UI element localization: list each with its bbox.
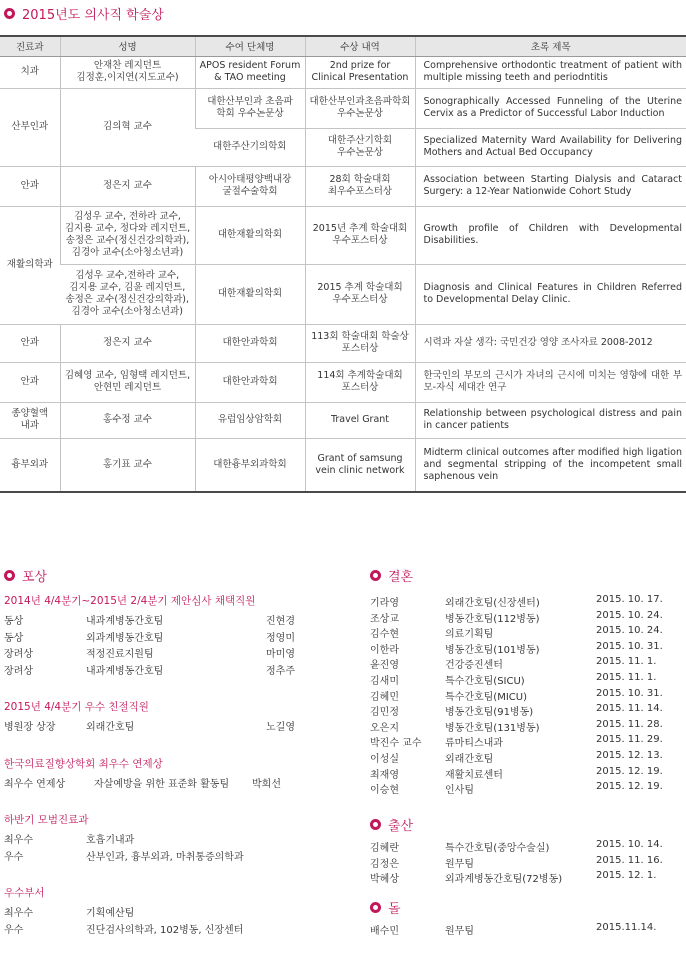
org-cell: APOS resident Forum & TAO meeting — [195, 56, 305, 88]
wedding-date: 2015. 11. 14. — [596, 703, 663, 715]
posang-row — [4, 904, 364, 918]
wedding-name: 이성실 — [370, 754, 399, 765]
name-cell: 김성우 교수,전하라 교수, 김지용 교수, 김윤 레지던트, 송정은 교수(정신건강의학과), 김경아 교수(소아청소년과) — [60, 264, 195, 324]
org-cell: 대한재활의학회 — [195, 206, 305, 264]
table-row — [0, 402, 686, 438]
posang-dept: 산부인과, 흉부외과, 마취통증의학과 — [86, 851, 244, 863]
dept-cell: 산부인과 — [0, 88, 60, 166]
abstract-cell: Sonographically Accessed Funneling of the Uterine Cervix as a Predictor of Successful Labor Induction — [415, 88, 686, 128]
wedding-date: 2015. 11. 1. — [596, 656, 657, 668]
wedding-date: 2015. 10. 31. — [596, 640, 663, 652]
wedding-row — [370, 625, 682, 639]
wedding-name: 윤진영 — [370, 660, 399, 672]
posang-row — [4, 629, 364, 643]
wedding-dept: 의료기획팀 — [445, 629, 494, 641]
award-group-heading: 2014년 4/4분기~2015년 2/4분기 제안심사 채택직원 — [4, 595, 256, 607]
posang-row — [4, 775, 364, 789]
award-cell: 2nd prize for Clinical Presentation — [305, 56, 415, 88]
posang-label: 장려상 — [4, 665, 33, 677]
posang-person: 정추주 — [266, 665, 295, 677]
award-cell: 28회 학술대회 최우수포스터상 — [305, 166, 415, 206]
wedding-dept: 류마티스내과 — [445, 738, 503, 750]
posang-row — [4, 645, 364, 659]
table-row — [0, 264, 686, 324]
org-cell: 대한안과학회 — [195, 324, 305, 362]
name-cell: 김의혁 교수 — [60, 88, 195, 166]
wedding-date: 2015. 12. 19. — [596, 765, 663, 777]
org-cell: 대한흉부외과학회 — [195, 438, 305, 492]
wedding-name: 조상교 — [370, 613, 399, 625]
column-header: 수여 단체명 — [195, 36, 305, 56]
wedding-name: 이승현 — [370, 785, 399, 797]
wedding-dept: 외래간호팀(신장센터) — [445, 598, 540, 609]
posang-person: 마미영 — [266, 649, 295, 660]
posang-dept: 호흡기내과 — [86, 835, 135, 846]
wedding-dept: 특수간호팀(MICU) — [445, 691, 527, 703]
wedding-name: 오은지 — [370, 722, 399, 734]
birth-date: 2015. 11. 16. — [596, 854, 663, 866]
table-row — [0, 362, 686, 402]
wedding-row — [370, 672, 682, 686]
wedding-row — [370, 734, 682, 748]
name-cell: 안재찬 레지던트 김정훈,이지연(지도교수) — [60, 56, 195, 88]
birth-dept: 외과계병동간호팀(72병동) — [445, 874, 563, 886]
birth-name: 김정은 — [370, 858, 399, 870]
birth-name: 박혜상 — [370, 874, 399, 886]
wedding-dept: 병동간호팀(91병동) — [445, 707, 534, 719]
org-cell: 대한재활의학회 — [195, 264, 305, 324]
posang-row — [4, 612, 364, 626]
posang-row — [4, 921, 364, 935]
award-group-heading: 2015년 4/4분기 우수 친절직원 — [4, 701, 149, 713]
wedding-date: 2015. 12. 13. — [596, 750, 663, 761]
death-dept: 원무팀 — [445, 926, 474, 937]
circle-bullet-icon — [4, 570, 15, 581]
circle-bullet-icon — [4, 8, 15, 19]
award-cell: 113회 학술대회 학술상 포스터상 — [305, 324, 415, 362]
table-row — [0, 438, 686, 492]
wedding-name: 김수현 — [370, 629, 399, 641]
org-cell: 대한주산기의학회 — [195, 128, 305, 166]
column-header: 진료과 — [0, 36, 60, 56]
name-cell: 홍기표 교수 — [60, 438, 195, 492]
name-cell: 홍수정 교수 — [60, 402, 195, 438]
wedding-name: 박진수 교수 — [370, 738, 422, 750]
wedding-date: 2015. 10. 17. — [596, 594, 663, 605]
wedding-name: 김혜민 — [370, 691, 399, 703]
table-row — [0, 324, 686, 362]
posang-dept: 외과계병동간호팀 — [86, 632, 164, 644]
award-cell: 2015 추계 학술대회 우수포스터상 — [305, 264, 415, 324]
award-table — [0, 35, 686, 493]
wedding-date: 2015. 10. 31. — [596, 687, 663, 699]
posang-person: 진현경 — [266, 616, 295, 627]
birth-dept: 원무팀 — [445, 858, 474, 870]
page-title: 2015년도 의사직 학술상 — [22, 8, 164, 23]
award-cell: 2015년 추계 학술대회 우수포스터상 — [305, 206, 415, 264]
wedding-name: 이한라 — [370, 644, 399, 656]
death-name: 배수민 — [370, 926, 399, 937]
posang-dept: 내과계병동간호팀 — [86, 665, 164, 677]
award-group-heading: 우수부서 — [4, 887, 45, 899]
wedding-row — [370, 594, 682, 608]
wedding-dept: 병동간호팀(131병동) — [445, 722, 540, 734]
abstract-cell: Relationship between psychological distress and pain in cancer patients — [415, 402, 686, 438]
posang-person: 노길영 — [266, 722, 295, 733]
birth-date: 2015. 12. 1. — [596, 870, 657, 882]
circle-bullet-icon — [370, 819, 381, 830]
name-cell: 김성우 교수, 전하라 교수, 김지용 교수, 정다와 레지던트, 송정은 교수(정신건강의학과), 김경아 교수(소아청소년과) — [60, 206, 195, 264]
name-cell: 정은지 교수 — [60, 324, 195, 362]
wedding-row — [370, 703, 682, 717]
name-cell: 정은지 교수 — [60, 166, 195, 206]
posang-label: 우수 — [4, 851, 24, 863]
table-row — [0, 206, 686, 264]
posang-row — [4, 848, 364, 862]
abstract-cell: Comprehensive orthodontic treatment of patient with multiple missing teeth and periodntitis — [415, 56, 686, 88]
posang-dept: 내과계병동간호팀 — [86, 616, 164, 627]
award-cell: Travel Grant — [305, 402, 415, 438]
name-cell: 김혜영 교수, 임형택 레지던트, 안현민 레지던트 — [60, 362, 195, 402]
posang-dept: 진단검사의학과, 102병동, 신장센터 — [86, 924, 244, 936]
abstract-cell: Specialized Maternity Ward Availability for Delivering Mothers and Actual Bed Occupancy — [415, 128, 686, 166]
wedding-row — [370, 656, 682, 670]
table-body — [0, 56, 686, 492]
posang-dept: 외래간호팀 — [86, 722, 135, 733]
wedding-row — [370, 688, 682, 702]
posang-row — [4, 718, 364, 732]
abstract-cell: Growth profile of Children with Developmental Disabilities. — [415, 206, 686, 264]
award-group-heading: 한국의료질향상학회 최우수 연제상 — [4, 757, 163, 770]
wedding-name: 김민정 — [370, 707, 399, 719]
award-cell: Grant of samsung vein clinic network — [305, 438, 415, 492]
abstract-cell: Diagnosis and Clinical Features in Children Referred to Developmental Delay Clinic. — [415, 264, 686, 324]
wedding-date: 2015. 10. 24. — [596, 609, 663, 621]
table-header-row — [0, 36, 686, 56]
birth-row — [370, 855, 682, 869]
posang-label: 최우수 — [4, 835, 33, 846]
posang-person: 정영미 — [266, 632, 295, 644]
org-cell: 대한안과학회 — [195, 362, 305, 402]
wedding-row — [370, 719, 682, 733]
wedding-date: 2015. 11. 28. — [596, 718, 663, 730]
table-row — [0, 88, 686, 128]
column-header: 성명 — [60, 36, 195, 56]
wedding-row — [370, 781, 682, 795]
death-header — [370, 898, 401, 917]
award-group-heading: 하반기 모범진료과 — [4, 814, 89, 826]
award-cell: 대한주산기학회 우수논문상 — [305, 128, 415, 166]
dept-cell: 흉부외과 — [0, 438, 60, 492]
wedding-row — [370, 766, 682, 780]
birth-row — [370, 839, 682, 853]
posang-title: 포상 — [22, 570, 48, 585]
posang-label: 병원장 상장 — [4, 722, 56, 733]
wedding-name: 김새미 — [370, 676, 399, 687]
wedding-title: 결혼 — [388, 570, 414, 585]
dept-cell: 종양혈액 내과 — [0, 402, 60, 438]
wedding-date: 2015. 12. 19. — [596, 781, 663, 793]
dept-cell: 안과 — [0, 166, 60, 206]
death-row — [370, 922, 682, 936]
birth-dept: 특수간호팀(중앙수술실) — [445, 843, 550, 854]
birth-row — [370, 870, 682, 884]
wedding-row — [370, 610, 682, 624]
abstract-cell: 시력과 자살 생각: 국민건강 영양 조사자료 2008-2012 — [415, 324, 686, 362]
column-header: 수상 내역 — [305, 36, 415, 56]
award-cell: 114회 추계학술대회 포스터상 — [305, 362, 415, 402]
death-date: 2015.11.14. — [596, 922, 657, 933]
posang-label: 최우수 — [4, 908, 33, 919]
dept-cell: 안과 — [0, 324, 60, 362]
abstract-cell: Association between Starting Dialysis and Cataract Surgery: a 12-Year Nationwide Cohort Study — [415, 166, 686, 206]
wedding-dept: 특수간호팀(SICU) — [445, 676, 525, 687]
award-cell: 대한산부인과초음파학회 우수논문상 — [305, 88, 415, 128]
wedding-dept: 인사팀 — [445, 785, 474, 797]
posang-label: 최우수 연제상 — [4, 778, 66, 790]
wedding-name: 기라영 — [370, 598, 399, 609]
table-row — [0, 166, 686, 206]
posang-dept: 적정진료지원팀 — [86, 649, 154, 660]
posang-header — [4, 566, 47, 585]
column-header: 초록 제목 — [415, 36, 686, 56]
wedding-name: 최재영 — [370, 769, 399, 781]
death-title: 돌 — [388, 902, 401, 917]
wedding-date: 2015. 11. 29. — [596, 734, 663, 746]
circle-bullet-icon — [370, 570, 381, 581]
wedding-row — [370, 641, 682, 655]
birth-name: 김혜란 — [370, 843, 399, 854]
abstract-cell: Midterm clinical outcomes after modified high ligation and segmental stripping of the incompetent small saphenous vein — [415, 438, 686, 492]
posang-label: 장려상 — [4, 649, 33, 660]
wedding-date: 2015. 11. 1. — [596, 672, 657, 683]
posang-row — [4, 662, 364, 676]
wedding-row — [370, 750, 682, 764]
birth-date: 2015. 10. 14. — [596, 839, 663, 850]
posang-dept: 자살예방을 위한 표준화 활동팀 — [94, 778, 230, 790]
wedding-dept: 병동간호팀(112병동) — [445, 613, 540, 625]
wedding-dept: 건강증진센터 — [445, 660, 503, 672]
wedding-dept: 외래간호팀 — [445, 754, 494, 765]
wedding-header — [370, 566, 413, 585]
wedding-date: 2015. 10. 24. — [596, 625, 663, 637]
posang-label: 우수 — [4, 924, 24, 936]
abstract-cell: 한국인의 부모의 근시가 자녀의 근시에 미치는 영향에 대한 부모-자식 세대간 연구 — [415, 362, 686, 402]
birth-title: 출산 — [388, 819, 414, 834]
wedding-dept: 병동간호팀(101병동) — [445, 644, 540, 656]
org-cell: 유럽임상암학회 — [195, 402, 305, 438]
posang-label: 동상 — [4, 616, 24, 627]
org-cell: 대한산부인과 초음파 학회 우수논문상 — [195, 88, 305, 128]
dept-cell: 치과 — [0, 56, 60, 88]
wedding-dept: 재활치료센터 — [445, 769, 503, 781]
posang-dept: 기획예산팀 — [86, 908, 135, 919]
dept-cell: 안과 — [0, 362, 60, 402]
dept-cell: 재활의학과 — [0, 206, 60, 324]
birth-header — [370, 815, 413, 834]
posang-label: 동상 — [4, 632, 24, 644]
table-row — [0, 56, 686, 88]
posang-person: 박희선 — [252, 778, 281, 790]
page-header — [4, 4, 164, 23]
posang-row — [4, 831, 364, 845]
org-cell: 아시아태평양백내장 굴절수술학회 — [195, 166, 305, 206]
circle-bullet-icon — [370, 902, 381, 913]
